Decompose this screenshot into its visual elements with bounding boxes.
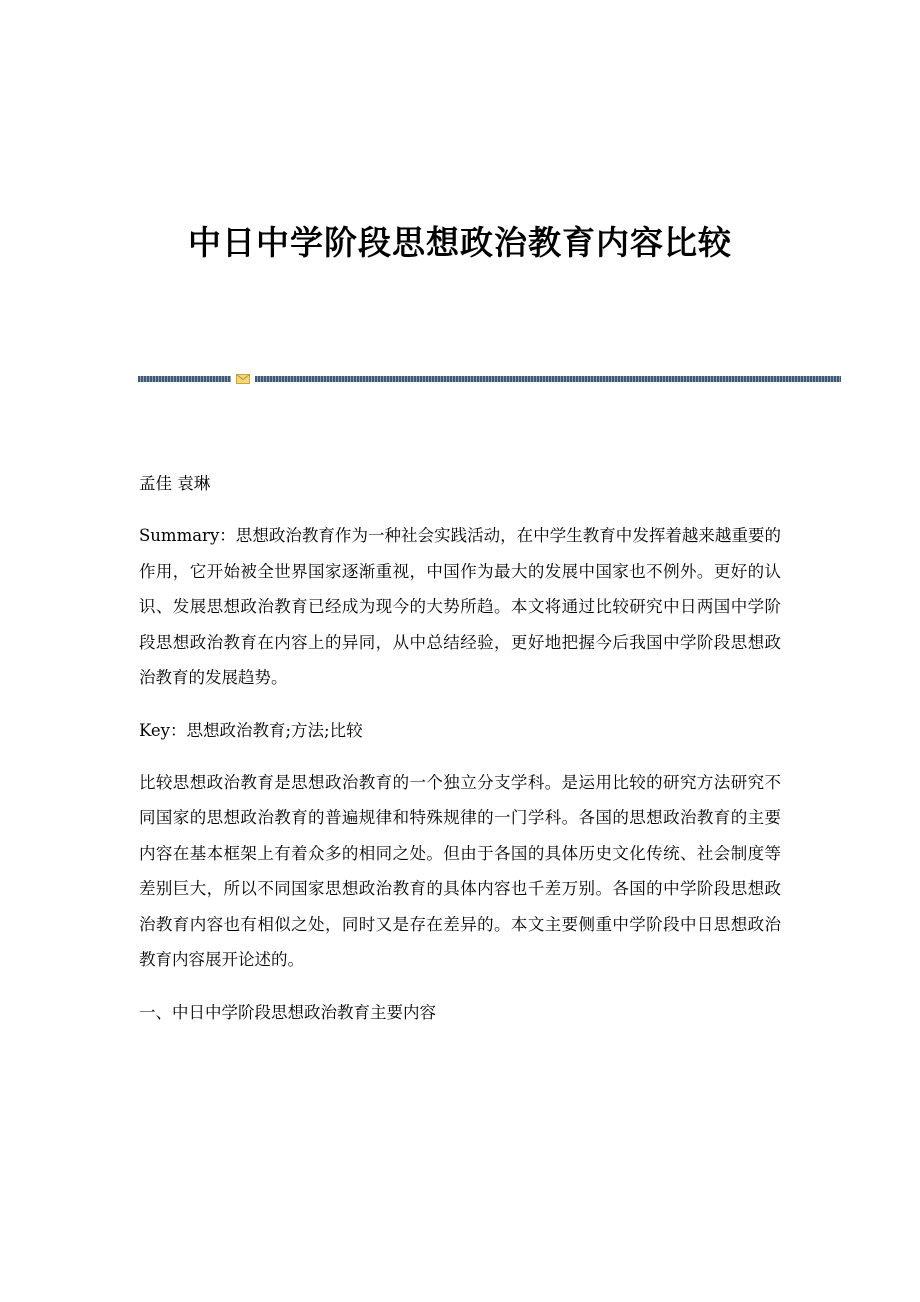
summary-paragraph: Summary：思想政治教育作为一种社会实践活动，在中学生教育中发挥着越来越重要的作用，它开始被全世界国家逐渐重视，中国作为最大的发展中国家也不例外。更好的认识、发展思想政治教育已经成为现今的大势所趋。本文将通过比较研究中日两国中学阶段思想政治教育在内容上的异同，从中总结经验，更好地把握今后我国中学阶段思想政治教育的发展趋势。 <box>139 526 781 687</box>
body-paragraph: 比较思想政治教育是思想政治教育的一个独立分支学科。是运用比较的研究方法研究不同国家的思想政治教育的普遍规律和特殊规律的一门学科。各国的思想政治教育的主要内容在基本框架上有着众多的相同之处。但由于各国的具体历史文化传统、社会制度等差别巨大，所以不同国家思想政治教育的具体内容也千差万别。各国的中学阶段思想政治教育内容也有相似之处，同时又是存在差异的。本文主要侧重中学阶段中日思想政治教育内容展开论述的。 <box>139 772 781 969</box>
divider-bar-left <box>138 376 231 382</box>
document-body <box>139 466 781 1047</box>
section-heading: 一、中日中学阶段思想政治教育主要内容 <box>139 1002 436 1022</box>
title-divider <box>138 374 841 384</box>
envelope-icon <box>236 374 250 384</box>
author-line: 孟佳 袁琳 <box>139 474 211 493</box>
document-title: 中日中学阶段思想政治教育内容比较 <box>188 223 732 262</box>
keywords-line: Key：思想政治教育;方法;比较 <box>139 720 363 740</box>
divider-bar-right <box>255 376 841 382</box>
